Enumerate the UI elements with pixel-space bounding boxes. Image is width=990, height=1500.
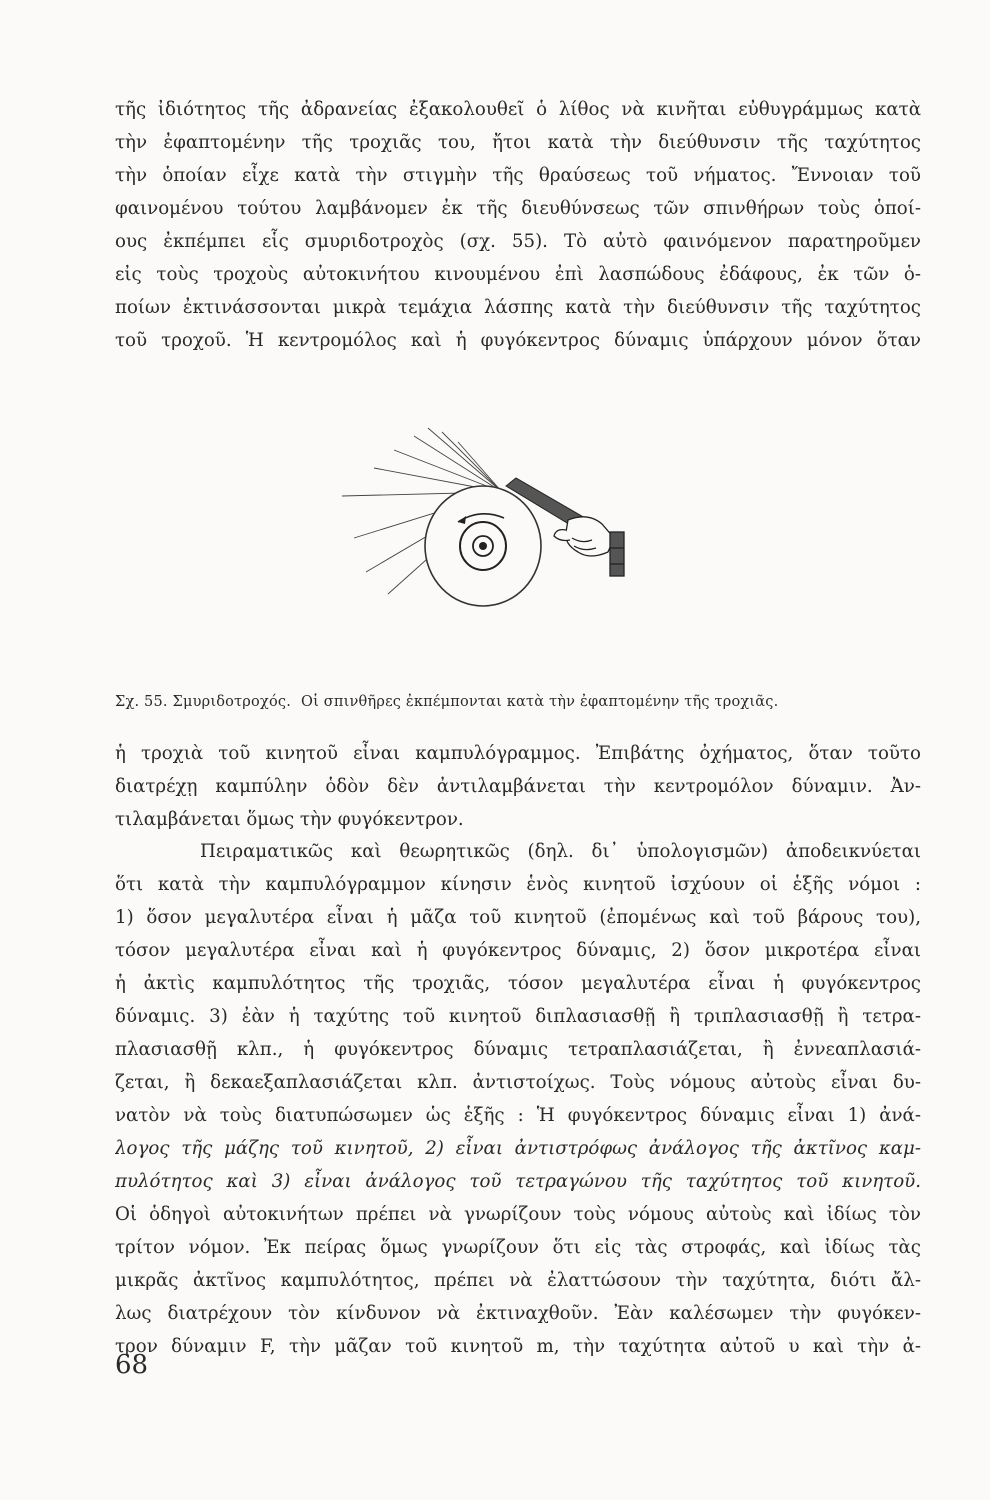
text-line: ἡ τροχιὰ τοῦ κινητοῦ εἶναι καμπυλόγραμμος. Ἐπιβάτης ὀχήματος, ὅταν τοῦτο [115, 743, 921, 764]
text-line: τιλαμβάνεται ὅμως τὴν φυγόκεντρον. [115, 809, 464, 830]
text-line: Οἱ ὁδηγοὶ αὐτοκινήτων πρέπει νὰ γνωρίζουν τοὺς νόμους αὐτοὺς καὶ ἰδίως τὸν [115, 1204, 921, 1225]
caption-label: Σχ. 55. Σμυριδοτροχός. [115, 694, 292, 710]
text-line: φαινομένου τούτου λαμβάνομεν ἐκ τῆς διευθύνσεως τῶν σπινθήρων τοὺς ὁποί- [115, 198, 921, 219]
text-line: πλασιασθῇ κλπ., ἡ φυγόκεντρος δύναμις τετραπλασιάζεται, ἢ ἐννεαπλασιά- [115, 1039, 921, 1060]
text-line: τὴν ὁποίαν εἶχε κατὰ τὴν στιγμὴν τῆς θραύσεως τοῦ νήματος. Ἔννοιαν τοῦ [115, 165, 921, 186]
text-line: τὴν ἐφαπτομένην τῆς τροχιᾶς του, ἤτοι κατὰ τὴν διεύθυνσιν τῆς ταχύτητος [115, 132, 921, 153]
text-line: δύναμις. 3) ἐὰν ἡ ταχύτης τοῦ κινητοῦ διπλασιασθῇ ἢ τριπλασιασθῇ ἢ τετρα- [115, 1006, 921, 1027]
text-line: τόσον μεγαλυτέρα εἶναι καὶ ἡ φυγόκεντρος δύναμις, 2) ὅσον μικροτέρα εἶναι [115, 940, 921, 961]
text-line: τρίτον νόμον. Ἐκ πείρας ὅμως γνωρίζουν ὅτι εἰς τὰς στροφάς, καὶ ἰδίως τὰς [115, 1237, 921, 1258]
caption-text: Οἱ σπινθῆρες ἐκπέμπονται κατὰ τὴν ἐφαπτομένην τῆς τροχιᾶς. [301, 694, 779, 710]
text-line: λως διατρέχουν τὸν κίνδυνον νὰ ἐκτιναχθοῦν. Ἐὰν καλέσωμεν τὴν φυγόκεν- [115, 1303, 921, 1324]
text-line: ποίων ἐκτινάσσονται μικρὰ τεμάχια λάσπης κατὰ τὴν διεύθυνσιν τῆς ταχύτητος [115, 297, 921, 318]
grinding-wheel-illustration [330, 420, 630, 615]
paragraph-2 [115, 737, 921, 836]
text-line: 1) ὅσον μεγαλυτέρα εἶναι ἡ μᾶζα τοῦ κινητοῦ (ἐπομένως καὶ τοῦ βάρους του), [115, 907, 921, 928]
text-line: ἡ ἀκτὶς καμπυλότητος τῆς τροχιᾶς, τόσον μεγαλυτέρα εἶναι ἡ φυγόκεντρος [115, 973, 921, 994]
text-line: ους ἐκπέμπει εἷς σμυριδοτροχὸς (σχ. 55). Τὸ αὐτὸ φαινόμενον παρατηροῦμεν [115, 231, 921, 252]
figure-caption [115, 692, 921, 712]
paragraph-3 [115, 835, 921, 1363]
text-line: τῆς ἰδιότητος τῆς ἀδρανείας ἐξακολουθεῖ ὁ λίθος νὰ κινῆται εὐθυγράμμως κατὰ [115, 99, 921, 120]
hand [554, 517, 624, 576]
text-line: λογος τῆς μάζης τοῦ κινητοῦ, 2) εἶναι ἀντιστρόφως ἀνάλογος τῆς ἀκτῖνος καμ- [115, 1138, 921, 1159]
text-line: τοῦ τροχοῦ. Ἡ κεντρομόλος καὶ ἡ φυγόκεντρος δύναμις ὑπάρχουν μόνον ὅταν [115, 330, 921, 351]
text-line: τρον δύναμιν F, τὴν μᾶζαν τοῦ κινητοῦ m, τὴν ταχύτητα αὐτοῦ υ καὶ τὴν ἀ- [115, 1336, 921, 1357]
text-line: ζεται, ἢ δεκαεξαπλασιάζεται κλπ. ἀντιστοίχως. Τοὺς νόμους αὐτοὺς εἶναι δυ- [115, 1072, 921, 1093]
text-line: μικρᾶς ἀκτῖνος καμπυλότητος, πρέπει νὰ ἐλαττώσουν τὴν ταχύτητα, διότι ἄλ- [115, 1270, 921, 1291]
text-line: πυλότητος καὶ 3) εἶναι ἀνάλογος τοῦ τετραγώνου τῆς ταχύτητος τοῦ κινητοῦ. [115, 1171, 921, 1192]
wheel [425, 486, 541, 606]
text-line: διατρέχῃ καμπύλην ὁδὸν δὲν ἀντιλαμβάνεται τὴν κεντρομόλον δύναμιν. Ἀν- [115, 776, 921, 797]
text-line: νατὸν νὰ τοὺς διατυπώσωμεν ὡς ἑξῆς : Ἡ φυγόκεντρος δύναμις εἶναι 1) ἀνά- [115, 1105, 921, 1126]
page-number: 68 [115, 1350, 149, 1380]
text-line: ὅτι κατὰ τὴν καμπυλόγραμμον κίνησιν ἑνὸς κινητοῦ ἰσχύουν οἱ ἑξῆς νόμοι : [115, 874, 921, 895]
paragraph-1 [115, 93, 921, 357]
text-line: εἰς τοὺς τροχοὺς αὐτοκινήτου κινουμένου ἐπὶ λασπώδους ἐδάφους, ἐκ τῶν ὁ- [115, 264, 921, 285]
text-line: Πειραματικῶς καὶ θεωρητικῶς (δηλ. δι᾽ ὑπολογισμῶν) ἀποδεικνύεται [200, 841, 921, 862]
